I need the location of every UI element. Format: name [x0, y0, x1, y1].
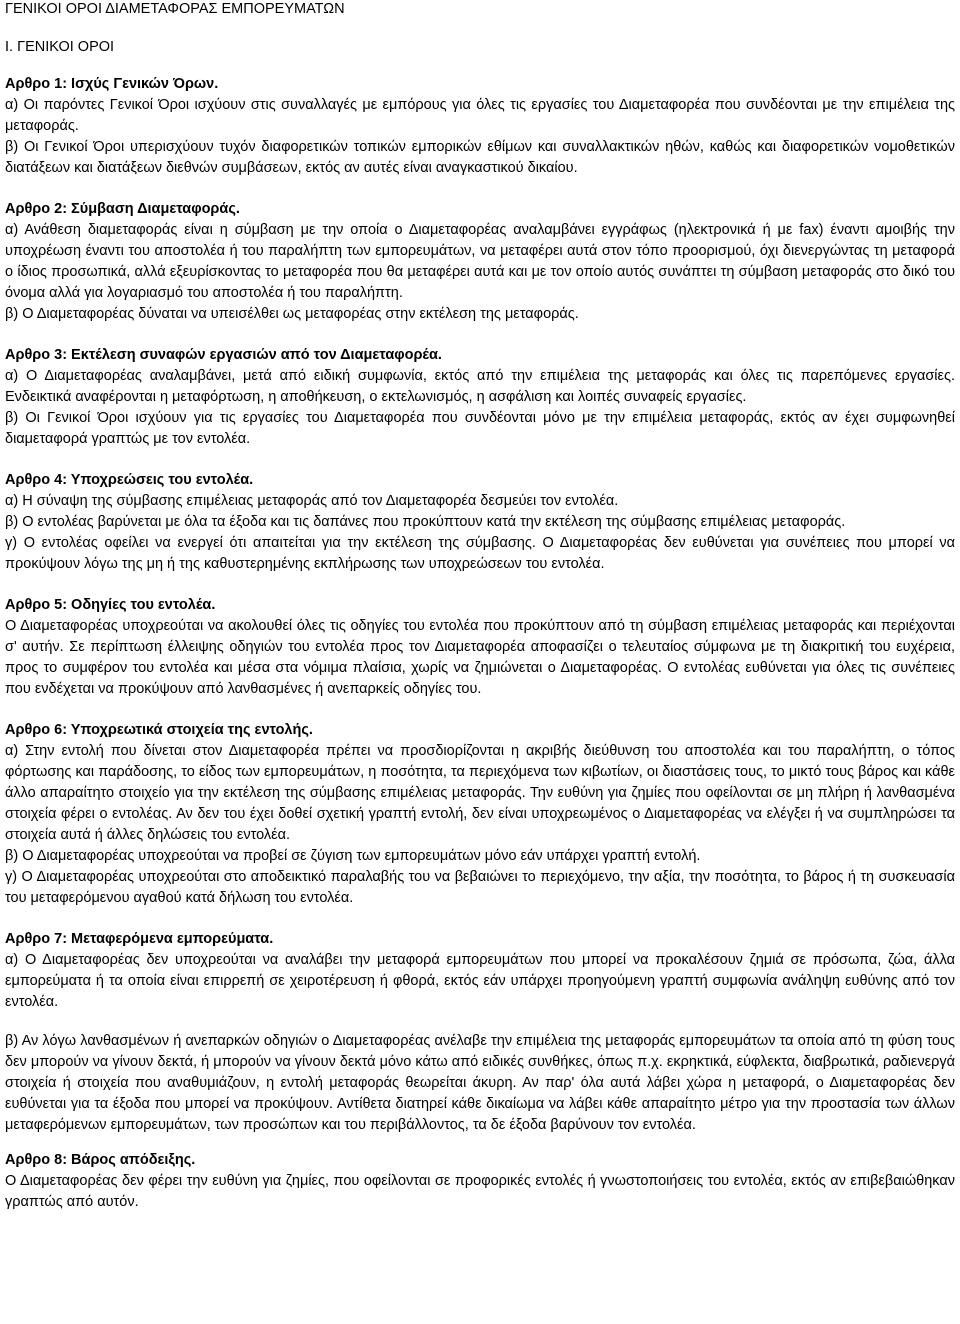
- article-8: [5, 1150, 955, 1213]
- article-paragraph: β) Ο Διαμεταφορέας υποχρεούται να προβεί σε ζύγιση των εμπορευμάτων μόνο εάν υπάρχει γραπτή εντολή.: [5, 848, 701, 864]
- article-title: Αρθρο 1: Ισχύς Γενικών Όρων.: [5, 76, 219, 92]
- article-paragraph: α) Στην εντολή που δίνεται στον Διαμεταφορέα πρέπει να προσδιορίζονται η ακριβής διεύθυνση του αποστολέα και του παραλήπτη, ο τόπος φόρτωσης και παράδοσης, το είδος των εμπορευμάτων, η ποσότητα, τα περιεχόμενα των κιβωτίων, οι διαστάσεις τους, το μικτό τους βάρος και κάθε άλλο απαραίτητο στοιχείο για την εκτέλεση της σύμβασης επιμέλειας μεταφοράς. Την ευθύνη για ζημίες που οφείλονται σε μη πλήρη ή λανθασμένα στοιχεία φέρει ο εντολέας. Αν δεν του έχει δοθεί σχετική γραπτή εντολή, δεν είναι υποχρεωμένος ο Διαμεταφορέας να ελέγξει ή να συμπληρώσει τα στοιχεία αυτά ή άλλες δηλώσεις του εντολέα.: [5, 743, 955, 843]
- article-6: [5, 720, 955, 909]
- article-paragraph: γ) Ο εντολέας οφείλει να ενεργεί ότι απαιτείται για την εκτέλεση της σύμβασης. Ο Διαμεταφορέας δεν ευθύνεται για συνέπειες που μπορεί να προκύψουν λόγω της μη ή της καθυστερημένης εκπλήρωσης των υποχρεώσεων του εντολέα.: [5, 535, 955, 572]
- article-paragraph: α) Ο Διαμεταφορέας αναλαμβάνει, μετά από ειδική συμφωνία, εκτός από την επιμέλεια της μεταφοράς και όλες τις παρεπόμενες εργασίες. Ενδεικτικά αναφέρονται η μεταφόρτωση, η αποθήκευση, ο εκτελωνισμός, η ασφάλιση και λοιπές συναφείς εργασίες.: [5, 368, 955, 405]
- article-paragraph: γ) Ο Διαμεταφορέας υποχρεούται στο αποδεικτικό παραλαβής του να βεβαιώνει το περιεχόμενο, την αξία, την ποσότητα, το βάρος ή τη συσκευασία του μεταφερόμενου αγαθού κατά δήλωση του εντολέα.: [5, 869, 955, 906]
- article-2: [5, 199, 955, 325]
- article-4: [5, 470, 955, 575]
- article-title: Αρθρο 2: Σύμβαση Διαμεταφοράς.: [5, 201, 240, 217]
- article-title: Αρθρο 7: Μεταφερόμενα εμπορεύματα.: [5, 931, 274, 947]
- section-title: Ι. ΓΕΝΙΚΟΙ ΟΡΟΙ: [5, 39, 115, 55]
- article-title: Αρθρο 4: Υποχρεώσεις του εντολέα.: [5, 472, 254, 488]
- article-paragraph: Ο Διαμεταφορέας δεν φέρει την ευθύνη για ζημίες, που οφείλονται σε προφορικές εντολές ή γνωστοποιήσεις του εντολέα, εκτός αν επιβεβαιώθηκαν γραπτώς από αυτόν.: [5, 1173, 955, 1210]
- article-1: [5, 74, 955, 179]
- article-title: Αρθρο 8: Βάρος απόδειξης.: [5, 1152, 196, 1168]
- document-title: ΓΕΝΙΚΟΙ ΟΡΟΙ ΔΙΑΜΕΤΑΦΟΡΑΣ ΕΜΠΟΡΕΥΜΑΤΩΝ: [5, 1, 345, 17]
- article-3: [5, 345, 955, 450]
- article-paragraph: α) Ανάθεση διαμεταφοράς είναι η σύμβαση με την οποία ο Διαμεταφορέας αναλαμβάνει εγγράφως (ηλεκτρονικά ή με fax) έναντι αμοιβής την υποχρέωση έναντι του αποστολέα ή του παραλήπτη των εμπορευμάτων, να μεταφέρει αυτά στον τόπο προορισμού, όχι διενεργώντας τη μεταφορά ο ίδιος προσωπικά, αλλά εξευρίσκοντας το μεταφορέα που θα μεταφέρει αυτά και με τον οποίο αυτός συνάπτει τη σύμβαση μεταφοράς στο δικό του όνομα αλλά για λογαριασμό του αποστολέα ή του παραλήπτη.: [5, 222, 955, 301]
- article-title: Αρθρο 6: Υποχρεωτικά στοιχεία της εντολής.: [5, 722, 313, 738]
- article-5: [5, 595, 955, 700]
- article-paragraph: β) Οι Γενικοί Όροι υπερισχύουν τυχόν διαφορετικών τοπικών εμπορικών εθίμων και συναλλακτικών ηθών, καθώς και διαφορετικών νομοθετικών διατάξεων και διατάξεων διεθνών συμβάσεων, εκτός αν αυτές είναι αναγκαστικού δικαίου.: [5, 139, 955, 176]
- article-paragraph: α) Οι παρόντες Γενικοί Όροι ισχύουν στις συναλλαγές με εμπόρους για όλες τις εργασίες του Διαμεταφορέα που συνδέονται με την επιμέλεια της μεταφοράς.: [5, 97, 955, 134]
- article-paragraph: β) Ο Διαμεταφορέας δύναται να υπεισέλθει ως μεταφορέας στην εκτέλεση της μεταφοράς.: [5, 306, 579, 322]
- article-title: Αρθρο 3: Εκτέλεση συναφών εργασιών από τον Διαμεταφορέα.: [5, 347, 442, 363]
- article-paragraph: β) Αν λόγω λανθασμένων ή ανεπαρκών οδηγιών ο Διαμεταφορέας ανέλαβε την επιμέλεια της μεταφοράς εμπορευμάτων τα οποία από τη φύση τους δεν μπορούν να γίνουν δεκτά, ή μπορούν να γίνουν δεκτά μόνο κάτω από ειδικές συνθήκες, όπως π.χ. εκρηκτικά, εύφλεκτα, διαβρωτικά, ραδιενεργά στοιχεία ή στοιχεία που αναθυμιάζουν, η εντολή μεταφοράς θεωρείται άκυρη. Αν παρ' όλα αυτά λάβει χώρα η μεταφορά, ο Διαμεταφορέας δεν ευθύνεται για τα έξοδα που μπορεί να προκύψουν. Αντίθετα διατηρεί κάθε δικαίωμα να λάβει κάθε απαραίτητο μέτρο για την προστασία των άλλων μεταφερόμενων εμπορευμάτων, των προσώπων και του περιβάλλοντος, τα δε έξοδα βαρύνουν τον εντολέα.: [5, 1033, 955, 1133]
- article-7: [5, 929, 955, 1136]
- article-paragraph: β) Ο εντολέας βαρύνεται με όλα τα έξοδα και τις δαπάνες που προκύπτουν κατά την εκτέλεση της σύμβασης επιμέλειας μεταφοράς.: [5, 514, 846, 530]
- article-paragraph: α) Η σύναψη της σύμβασης επιμέλειας μεταφοράς από τον Διαμεταφορέα δεσμεύει τον εντολέα.: [5, 493, 619, 509]
- article-paragraph: α) Ο Διαμεταφορέας δεν υποχρεούται να αναλάβει την μεταφορά εμπορευμάτων που μπορεί να προκαλέσουν ζημιά σε πρόσωπα, ζώα, άλλα εμπορεύματα ή τα οποία είναι επιρρεπή σε χειροτέρευση ή φθορά, εκτός εάν υπάρχει προηγούμενη γραπτή συμφωνία ανάληψη ευθύνης από τον εντολέα.: [5, 952, 955, 1010]
- article-paragraph: Ο Διαμεταφορέας υποχρεούται να ακολουθεί όλες τις οδηγίες του εντολέα που προκύπτουν από τη σύμβαση επιμέλειας μεταφοράς και περιέχονται σ' αυτήν. Σε περίπτωση έλλειψης οδηγιών του εντολέα προς τον Διαμεταφορέα αποφασίζει ο τελευταίος σύμφωνα με τη διακριτική του ευχέρεια, προς το συμφέρον του εντολέα και μέσα στα νόμιμα πλαίσια, χωρίς να ζημιώνεται ο Διαμεταφορέας. Ο εντολέας ευθύνεται για όλες τις συνέπειες που ενδέχεται να προκύψουν από λανθασμένες ή ανεπαρκείς οδηγίες του.: [5, 618, 955, 697]
- article-title: Αρθρο 5: Οδηγίες του εντολέα.: [5, 597, 216, 613]
- article-paragraph: β) Οι Γενικοί Όροι ισχύουν για τις εργασίες του Διαμεταφορέα που συνδέονται μόνο με την επιμέλεια μεταφοράς, εκτός αν έχει συμφωνηθεί διαμεταφορά γραπτώς με τον εντολέα.: [5, 410, 955, 447]
